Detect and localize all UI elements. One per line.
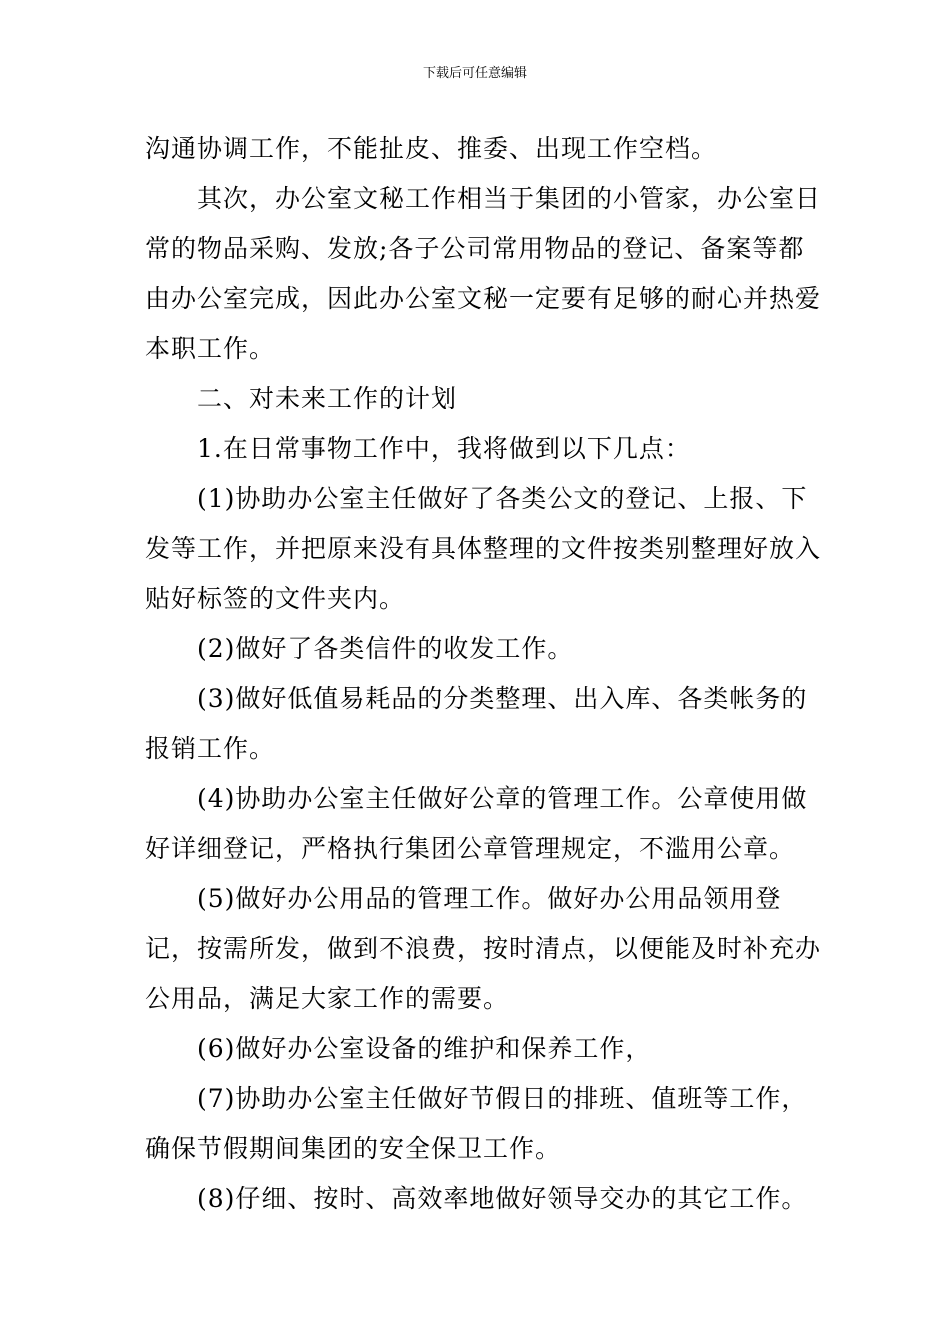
list-intro: 1.在日常事物工作中，我将做到以下几点： [197, 434, 691, 463]
list-item: (1)协助办公室主任做好了各类公文的登记、上报、下发等工作，并把原来没有具体整理的文件按类别整理好放入贴好标签的文件夹内。 [145, 484, 822, 613]
page-header: 下载后可任意编辑 [422, 66, 527, 81]
list-item: (4)协助办公室主任做好公章的管理工作。公章使用做好详细登记，严格执行集团公章管理规定，不滥用公章。 [145, 784, 808, 863]
section-heading: 二、对未来工作的计划 [197, 384, 458, 413]
document-body [145, 124, 825, 1224]
list-item: (8)仔细、按时、高效率地做好领导交办的其它工作。 [197, 1184, 808, 1213]
list-item: (6)做好办公室设备的维护和保养工作， [197, 1034, 652, 1063]
list-item: (5)做好办公用品的管理工作。做好办公用品领用登记，按需所发，做到不浪费，按时清点，以便能及时补充办公用品，满足大家工作的需要。 [145, 884, 822, 1013]
list-item: (7)协助办公室主任做好节假日的排班、值班等工作，确保节假期间集团的安全保卫工作。 [145, 1084, 808, 1163]
list-item: (3)做好低值易耗品的分类整理、出入库、各类帐务的报销工作。 [145, 684, 808, 763]
list-item: (2)做好了各类信件的收发工作。 [197, 634, 574, 663]
paragraph: 沟通协调工作，不能扯皮、推委、出现工作空档。 [145, 134, 718, 163]
paragraph: 其次，办公室文秘工作相当于集团的小管家，办公室日常的物品采购、发放;各子公司常用物品的登记、备案等都由办公室完成，因此办公室文秘一定要有足够的耐心并热爱本职工作。 [145, 184, 822, 363]
